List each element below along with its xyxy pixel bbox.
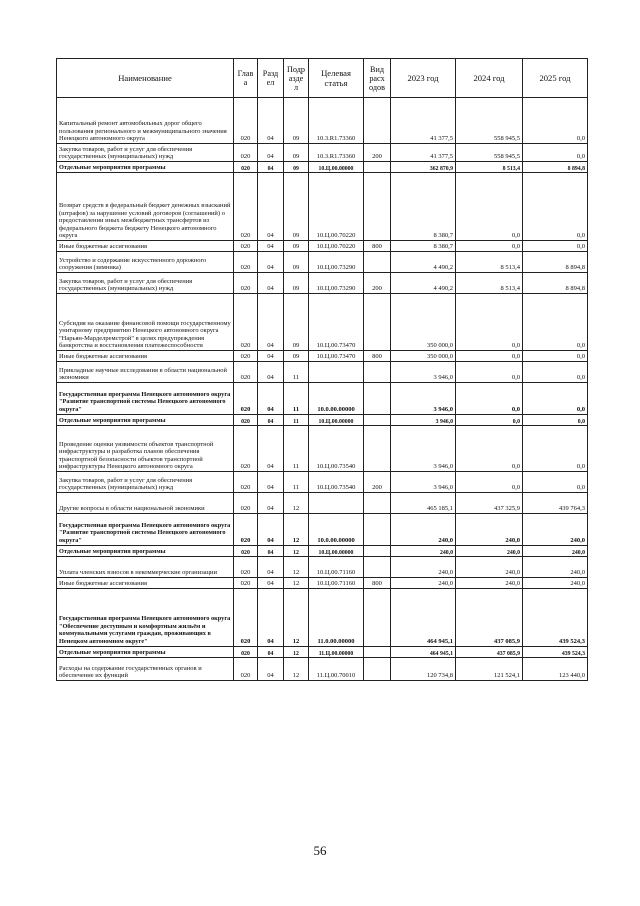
cell-y2023: 240,0: [391, 578, 456, 589]
cell-y2023: 41 377,5: [391, 98, 456, 144]
cell-celevaya: 11.0.00.00000: [309, 589, 364, 647]
cell-podrazdel: 09: [284, 162, 309, 173]
cell-y2024: 0,0: [456, 383, 523, 415]
cell-podrazdel: 09: [284, 294, 309, 351]
cell-vid: 800: [364, 578, 391, 589]
cell-celevaya: 10.Ц.00.00000: [309, 415, 364, 426]
cell-podrazdel: 09: [284, 241, 309, 252]
cell-y2023: 350 000,0: [391, 351, 456, 362]
cell-y2025: 439 524,3: [523, 647, 588, 658]
header-row: [57, 59, 588, 98]
cell-y2024: 0,0: [456, 294, 523, 351]
cell-podrazdel: 11: [284, 426, 309, 472]
cell-podrazdel: 09: [284, 98, 309, 144]
table-row: [57, 294, 588, 351]
cell-name: Государственная программа Ненецкого автономного округа "Обеспечение доступным и комфортным жильём и коммунальными услугами граждан, проживающих в Ненецком автономном округе": [57, 589, 234, 647]
cell-y2023: 3 946,0: [391, 362, 456, 383]
cell-razdel: 04: [258, 493, 284, 514]
cell-name: Проведение оценки уязвимости объектов транспортной инфраструктуры и разработка планов обеспечения транспортной безопасности объектов транспортной инфраструктуры Ненецкого автономного округа: [57, 426, 234, 472]
cell-glava: 020: [234, 241, 258, 252]
cell-razdel: 04: [258, 472, 284, 493]
cell-glava: 020: [234, 647, 258, 658]
cell-y2024: 0,0: [456, 173, 523, 241]
cell-glava: 020: [234, 472, 258, 493]
cell-razdel: 04: [258, 589, 284, 647]
cell-y2025: 439 764,3: [523, 493, 588, 514]
cell-y2024: 8 513,4: [456, 252, 523, 273]
cell-razdel: 04: [258, 273, 284, 294]
cell-glava: 020: [234, 144, 258, 162]
cell-name: Уплата членских взносов в некоммерческие организации: [57, 557, 234, 578]
cell-y2023: 3 946,0: [391, 426, 456, 472]
cell-y2024: 8 513,4: [456, 273, 523, 294]
table-row: [57, 472, 588, 493]
table-body: [57, 98, 588, 681]
cell-y2023: 3 946,0: [391, 415, 456, 426]
cell-glava: 020: [234, 98, 258, 144]
cell-vid: [364, 546, 391, 557]
table-row: [57, 252, 588, 273]
cell-celevaya: 10.0.00.00000: [309, 514, 364, 546]
cell-podrazdel: 11: [284, 362, 309, 383]
cell-y2025: 0,0: [523, 472, 588, 493]
table-row: [57, 162, 588, 173]
cell-name: Закупка товаров, работ и услуг для обеспечения государственных (муниципальных) нужд: [57, 144, 234, 162]
cell-celevaya: 10.Ц.00.00000: [309, 546, 364, 557]
cell-podrazdel: 12: [284, 658, 309, 681]
cell-razdel: 04: [258, 362, 284, 383]
cell-y2024: 0,0: [456, 362, 523, 383]
cell-y2024: 0,0: [456, 351, 523, 362]
cell-podrazdel: 09: [284, 173, 309, 241]
cell-name: Государственная программа Ненецкого автономного округа "Развитие транспортной системы Ненецкого автономного округа": [57, 383, 234, 415]
cell-podrazdel: 12: [284, 514, 309, 546]
cell-y2023: 3 946,0: [391, 472, 456, 493]
cell-vid: [364, 173, 391, 241]
cell-y2025: 8 894,8: [523, 252, 588, 273]
cell-name: Отдельные мероприятия программы: [57, 162, 234, 173]
cell-y2023: 362 870,9: [391, 162, 456, 173]
table-row: [57, 415, 588, 426]
cell-y2025: 123 440,0: [523, 658, 588, 681]
cell-glava: 020: [234, 589, 258, 647]
cell-celevaya: 10.Ц.00.73470: [309, 351, 364, 362]
cell-y2024: 0,0: [456, 241, 523, 252]
cell-y2025: 240,0: [523, 578, 588, 589]
cell-y2025: 439 524,3: [523, 589, 588, 647]
cell-razdel: 04: [258, 294, 284, 351]
table-row: [57, 546, 588, 557]
table-row: [57, 578, 588, 589]
cell-vid: [364, 162, 391, 173]
cell-podrazdel: 12: [284, 589, 309, 647]
cell-y2024: 437 085,9: [456, 589, 523, 647]
cell-podrazdel: 12: [284, 647, 309, 658]
cell-podrazdel: 11: [284, 472, 309, 493]
cell-celevaya: 10.Ц.00.73290: [309, 252, 364, 273]
cell-name: Отдельные мероприятия программы: [57, 415, 234, 426]
header-name: Наименование: [57, 59, 234, 98]
cell-y2024: 8 513,4: [456, 162, 523, 173]
cell-y2023: 4 490,2: [391, 273, 456, 294]
cell-razdel: 04: [258, 647, 284, 658]
table-row: [57, 273, 588, 294]
cell-vid: [364, 647, 391, 658]
cell-y2024: 437 085,9: [456, 647, 523, 658]
cell-celevaya: 10.Ц.00.00000: [309, 162, 364, 173]
cell-name: Иные бюджетные ассигнования: [57, 241, 234, 252]
cell-y2025: 0,0: [523, 144, 588, 162]
cell-y2023: 240,0: [391, 514, 456, 546]
cell-vid: 200: [364, 472, 391, 493]
table-row: [57, 144, 588, 162]
cell-glava: 020: [234, 493, 258, 514]
cell-y2023: 8 380,7: [391, 241, 456, 252]
cell-glava: 020: [234, 658, 258, 681]
header-podrazdel: Подр азде л: [284, 59, 309, 98]
table-row: [57, 426, 588, 472]
cell-razdel: 04: [258, 144, 284, 162]
cell-vid: 800: [364, 351, 391, 362]
table-row: [57, 362, 588, 383]
budget-table: [56, 58, 588, 681]
cell-y2024: 240,0: [456, 578, 523, 589]
cell-y2025: 8 894,8: [523, 162, 588, 173]
cell-y2025: 0,0: [523, 98, 588, 144]
cell-y2025: 240,0: [523, 557, 588, 578]
cell-celevaya: 10.Ц.00.73540: [309, 472, 364, 493]
cell-name: Субсидия на оказание финансовой помощи государственному унитарному предприятию Ненецкого автономного округа "Нарьян-Марделремстрой" в целях предупреждения банкротства и восстановления платежеспособности: [57, 294, 234, 351]
cell-name: Возврат средств в федеральный бюджет денежных взысканий (штрафов) за нарушение условий договоров (соглашений) о предоставлении иных межбюджетных трансфертов из федерального бюджета бюджету Ненецкого автономного округа: [57, 173, 234, 241]
cell-vid: [364, 658, 391, 681]
cell-name: Прикладные научные исследования в области национальной экономики: [57, 362, 234, 383]
cell-razdel: 04: [258, 658, 284, 681]
cell-celevaya: 10.3.R1.73360: [309, 98, 364, 144]
cell-razdel: 04: [258, 514, 284, 546]
cell-celevaya: 10.Ц.00.73470: [309, 294, 364, 351]
cell-razdel: 04: [258, 383, 284, 415]
cell-name: Другие вопросы в области национальной экономики: [57, 493, 234, 514]
cell-glava: 020: [234, 578, 258, 589]
cell-vid: [364, 415, 391, 426]
cell-y2023: 4 490,2: [391, 252, 456, 273]
cell-y2023: 350 000,0: [391, 294, 456, 351]
cell-celevaya: [309, 493, 364, 514]
header-celevaya: Целевая статья: [309, 59, 364, 98]
cell-y2025: 0,0: [523, 362, 588, 383]
cell-vid: [364, 493, 391, 514]
cell-razdel: 04: [258, 426, 284, 472]
cell-glava: 020: [234, 415, 258, 426]
cell-podrazdel: 12: [284, 578, 309, 589]
cell-name: Закупка товаров, работ и услуг для обеспечения государственных (муниципальных) нужд: [57, 472, 234, 493]
cell-celevaya: [309, 362, 364, 383]
table-row: [57, 557, 588, 578]
cell-glava: 020: [234, 362, 258, 383]
cell-podrazdel: 09: [284, 144, 309, 162]
cell-vid: [364, 426, 391, 472]
cell-glava: 020: [234, 273, 258, 294]
cell-y2024: 558 945,5: [456, 98, 523, 144]
cell-vid: 200: [364, 144, 391, 162]
cell-y2025: 0,0: [523, 415, 588, 426]
cell-celevaya: 10.Ц.00.71160: [309, 578, 364, 589]
cell-y2023: 8 380,7: [391, 173, 456, 241]
cell-glava: 020: [234, 294, 258, 351]
cell-glava: 020: [234, 351, 258, 362]
cell-y2024: 240,0: [456, 557, 523, 578]
cell-celevaya: 10.Ц.00.70220: [309, 241, 364, 252]
table-row: [57, 514, 588, 546]
cell-y2023: 41 377,5: [391, 144, 456, 162]
cell-razdel: 04: [258, 162, 284, 173]
cell-glava: 020: [234, 546, 258, 557]
cell-vid: 800: [364, 241, 391, 252]
table-row: [57, 98, 588, 144]
cell-y2024: 437 325,9: [456, 493, 523, 514]
cell-glava: 020: [234, 514, 258, 546]
cell-razdel: 04: [258, 98, 284, 144]
cell-celevaya: 10.0.00.00000: [309, 383, 364, 415]
header-2023: 2023 год: [391, 59, 456, 98]
cell-y2023: 465 185,1: [391, 493, 456, 514]
cell-vid: [364, 557, 391, 578]
cell-y2025: 240,0: [523, 546, 588, 557]
cell-name: Отдельные мероприятия программы: [57, 647, 234, 658]
cell-y2025: 0,0: [523, 241, 588, 252]
cell-podrazdel: 12: [284, 493, 309, 514]
cell-y2024: 121 524,1: [456, 658, 523, 681]
cell-vid: [364, 294, 391, 351]
cell-y2025: 240,0: [523, 514, 588, 546]
cell-vid: [364, 383, 391, 415]
cell-y2024: 240,0: [456, 514, 523, 546]
cell-vid: [364, 362, 391, 383]
cell-y2024: 0,0: [456, 472, 523, 493]
cell-glava: 020: [234, 252, 258, 273]
cell-name: Государственная программа Ненецкого автономного округа "Развитие транспортной системы Ненецкого автономного округа": [57, 514, 234, 546]
cell-glava: 020: [234, 173, 258, 241]
cell-razdel: 04: [258, 578, 284, 589]
cell-razdel: 04: [258, 252, 284, 273]
cell-name: Отдельные мероприятия программы: [57, 546, 234, 557]
cell-y2024: 0,0: [456, 415, 523, 426]
cell-vid: 200: [364, 273, 391, 294]
cell-y2023: 464 945,1: [391, 589, 456, 647]
header-2025: 2025 год: [523, 59, 588, 98]
cell-celevaya: 10.Ц.00.70220: [309, 173, 364, 241]
cell-podrazdel: 09: [284, 351, 309, 362]
cell-podrazdel: 09: [284, 252, 309, 273]
cell-y2025: 0,0: [523, 426, 588, 472]
cell-vid: [364, 252, 391, 273]
cell-vid: [364, 514, 391, 546]
cell-y2024: 558 945,5: [456, 144, 523, 162]
cell-glava: 020: [234, 162, 258, 173]
header-2024: 2024 год: [456, 59, 523, 98]
cell-y2025: 8 894,8: [523, 273, 588, 294]
cell-glava: 020: [234, 383, 258, 415]
cell-razdel: 04: [258, 241, 284, 252]
cell-vid: [364, 589, 391, 647]
cell-y2023: 120 734,8: [391, 658, 456, 681]
cell-name: Устройство и содержание искусственного дорожного сооружения (зимника): [57, 252, 234, 273]
cell-razdel: 04: [258, 173, 284, 241]
cell-podrazdel: 09: [284, 273, 309, 294]
cell-vid: [364, 98, 391, 144]
table-row: [57, 351, 588, 362]
cell-celevaya: 10.Ц.00.73290: [309, 273, 364, 294]
table-row: [57, 658, 588, 681]
cell-name: Иные бюджетные ассигнования: [57, 578, 234, 589]
cell-y2023: 240,0: [391, 557, 456, 578]
cell-podrazdel: 12: [284, 557, 309, 578]
cell-glava: 020: [234, 557, 258, 578]
cell-name: Закупка товаров, работ и услуг для обеспечения государственных (муниципальных) нужд: [57, 273, 234, 294]
cell-podrazdel: 11: [284, 415, 309, 426]
cell-y2023: 240,0: [391, 546, 456, 557]
cell-name: Капитальный ремонт автомобильных дорог общего пользования регионального и межмуниципального значения Ненецкого автономного округа: [57, 98, 234, 144]
table-row: [57, 383, 588, 415]
cell-y2025: 0,0: [523, 383, 588, 415]
table-row: [57, 241, 588, 252]
cell-y2024: 240,0: [456, 546, 523, 557]
cell-celevaya: 10.Ц.00.71160: [309, 557, 364, 578]
header-glava: Глав а: [234, 59, 258, 98]
cell-glava: 020: [234, 426, 258, 472]
cell-razdel: 04: [258, 546, 284, 557]
cell-razdel: 04: [258, 351, 284, 362]
cell-y2023: 464 945,1: [391, 647, 456, 658]
cell-y2025: 0,0: [523, 351, 588, 362]
table-row: [57, 647, 588, 658]
cell-celevaya: 11.Ц.00.70010: [309, 658, 364, 681]
cell-y2025: 0,0: [523, 294, 588, 351]
cell-name: Расходы на содержание государственных органов и обеспечение их функций: [57, 658, 234, 681]
table-row: [57, 493, 588, 514]
header-vid: Вид расх одов: [364, 59, 391, 98]
page-number: 56: [313, 843, 327, 858]
cell-name: Иные бюджетные ассигнования: [57, 351, 234, 362]
cell-y2024: 0,0: [456, 426, 523, 472]
cell-podrazdel: 11: [284, 383, 309, 415]
cell-celevaya: 10.3.R1.73360: [309, 144, 364, 162]
table-row: [57, 173, 588, 241]
cell-celevaya: 10.Ц.00.73540: [309, 426, 364, 472]
cell-y2025: 0,0: [523, 173, 588, 241]
cell-celevaya: 11.Ц.00.00000: [309, 647, 364, 658]
table-row: [57, 589, 588, 647]
cell-podrazdel: 12: [284, 546, 309, 557]
cell-y2023: 3 946,0: [391, 383, 456, 415]
cell-razdel: 04: [258, 557, 284, 578]
header-razdel: Разд ел: [258, 59, 284, 98]
cell-razdel: 04: [258, 415, 284, 426]
